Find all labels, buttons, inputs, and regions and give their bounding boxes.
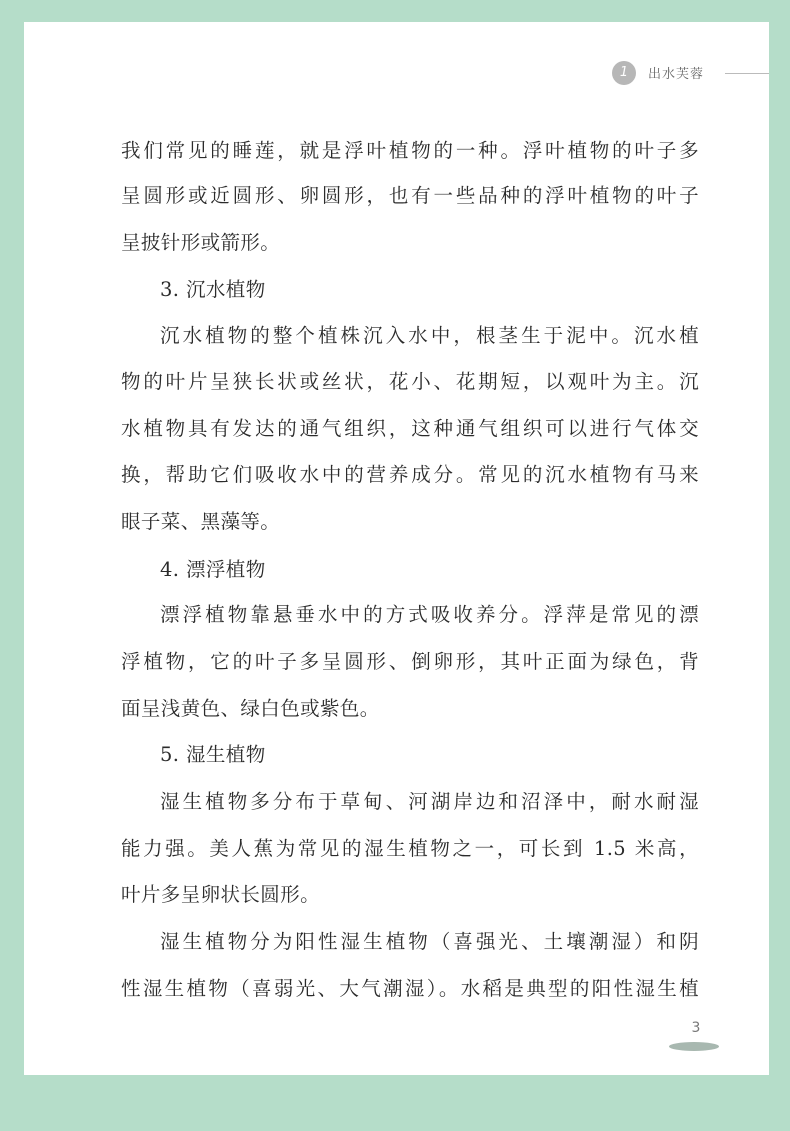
paragraph-line: 能力强。美人蕉为常见的湿生植物之一，可长到 1.5 米高， [121, 837, 699, 860]
paragraph-line: 眼子菜、黑藻等。 [121, 510, 281, 533]
running-header [612, 61, 772, 85]
paragraph-line: 漂浮植物靠悬垂水中的方式吸收养分。浮萍是常见的漂 [160, 603, 699, 626]
paragraph-line: 湿生植物多分布于草甸、河湖岸边和沼泽中，耐水耐湿 [160, 790, 699, 813]
paragraph-line: 呈圆形或近圆形、卵圆形，也有一些品种的浮叶植物的叶子 [121, 184, 699, 207]
paragraph-line: 沉水植物的整个植株沉入水中，根茎生于泥中。沉水植 [160, 324, 699, 347]
header-rule [725, 73, 769, 74]
page-number-decoration [669, 1042, 719, 1051]
paragraph-line: 面呈浅黄色、绿白色或紫色。 [121, 697, 380, 720]
paragraph-line: 我们常见的睡莲，就是浮叶植物的一种。浮叶植物的叶子多 [121, 139, 699, 162]
paragraph-line: 性湿生植物（喜弱光、大气潮湿）。水稻是典型的阳性湿生植 [121, 977, 699, 1000]
chapter-title: 出水芙蓉 [648, 67, 705, 82]
page-number: 3 [691, 1020, 701, 1036]
paragraph-line: 浮植物，它的叶子多呈圆形、倒卵形，其叶正面为绿色，背 [121, 650, 699, 673]
paragraph-line: 物的叶片呈狭长状或丝状，花小、花期短，以观叶为主。沉 [121, 370, 699, 393]
book-page [24, 22, 769, 1075]
paragraph-line: 换，帮助它们吸收水中的营养成分。常见的沉水植物有马来 [121, 463, 699, 486]
paragraph-line: 水植物具有发达的通气组织，这种通气组织可以进行气体交 [121, 417, 699, 440]
section-heading: 4. 漂浮植物 [160, 558, 266, 581]
chapter-number-badge: 1 [612, 61, 636, 85]
paragraph-line: 湿生植物分为阳性湿生植物（喜强光、土壤潮湿）和阴 [160, 930, 699, 953]
section-heading: 3. 沉水植物 [160, 278, 266, 301]
paragraph-line: 呈披针形或箭形。 [121, 231, 281, 254]
section-heading: 5. 湿生植物 [160, 743, 266, 766]
paragraph-line: 叶片多呈卵状长圆形。 [121, 883, 321, 906]
